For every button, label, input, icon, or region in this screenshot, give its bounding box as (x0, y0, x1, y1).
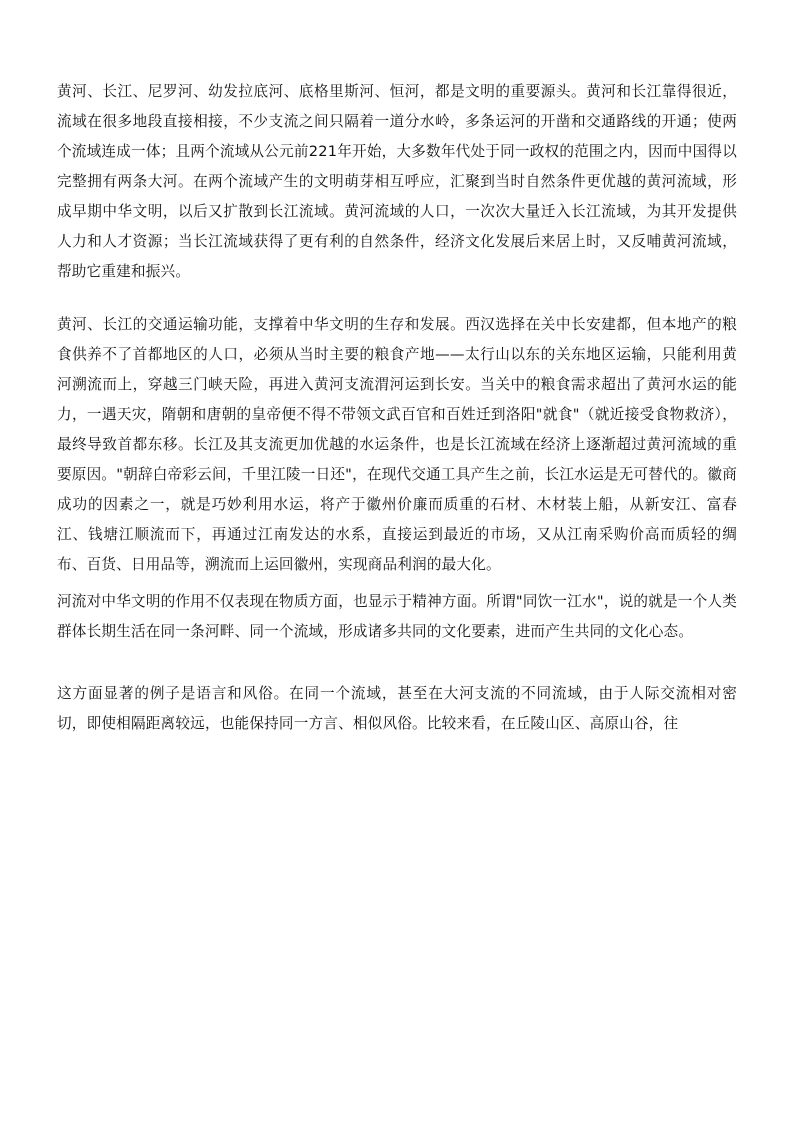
paragraph-transport-function: 黄河、长江的交通运输功能，支撑着中华文明的生存和发展。西汉选择在关中长安建都，但本地产的粮食供养不了首都地区的人口，必须从当时主要的粮食产地——太行山以东的关东地区运输，只能利用黄河溯流而上，穿越三门峡天险，再进入黄河支流渭河运到长安。当关中的粮食需求超出了黄河水运的能力，一遇天灾，隋朝和唐朝的皇帝便不得不带领文武百官和百姓迁到洛阳"就食"（就近接受食物救济），最终导致首都东移。长江及其支流更加优越的水运条件，也是长江流域在经济上逐渐超过黄河流域的重要原因。"朝辞白帝彩云间，千里江陵一日还"，在现代交通工具产生之前，长江水运是无可替代的。徽商成功的因素之一，就是巧妙利用水运，将产于徽州价廉而质重的石材、木材装上船，从新安江、富春江、钱塘江顺流而下，再通过江南发达的水系，直接运到最近的市场，又从江南采购价高而质轻的绸布、百货、日用品等，溯流而上运回徽州，实现商品利润的最大化。 (57, 316, 737, 573)
paragraph-rivers-civilization: 黄河、长江、尼罗河、幼发拉底河、底格里斯河、恒河，都是文明的重要源头。黄河和长江靠得很近，流域在很多地段直接相接，不少支流之间只隔着一道分水岭，多条运河的开凿和交通路线的开通；使两个流域连成一体；且两个流域从公元前221年开始，大多数年代处于同一政权的范围之内，因而中国得以完整拥有两条大河。在两个流域产生的文明萌芽相互呼应，汇聚到当时自然条件更优越的黄河流域，形成早期中华文明，以后又扩散到长江流域。黄河流域的人口，一次次大量迁入长江流域，为其开发提供人力和人才资源；当长江流域获得了更有利的自然条件，经济文化发展后来居上时，又反哺黄河流域，帮助它重建和振兴。 (57, 83, 737, 280)
document-page (57, 77, 737, 739)
paragraph-spiritual-aspect: 河流对中华文明的作用不仅表现在物质方面，也显示于精神方面。所谓"同饮一江水"，说的就是一个人类群体长期生活在同一条河畔、同一个流域，形成诸多共同的文化要素，进而产生共同的文化心态。 (57, 593, 737, 640)
paragraph-language-customs: 这方面显著的例子是语言和风俗。在同一个流域，甚至在大河支流的不同流域，由于人际交流相对密切，即使相隔距离较远，也能保持同一方言、相似风俗。比较来看，在丘陵山区、高原山谷，往 (57, 685, 737, 732)
